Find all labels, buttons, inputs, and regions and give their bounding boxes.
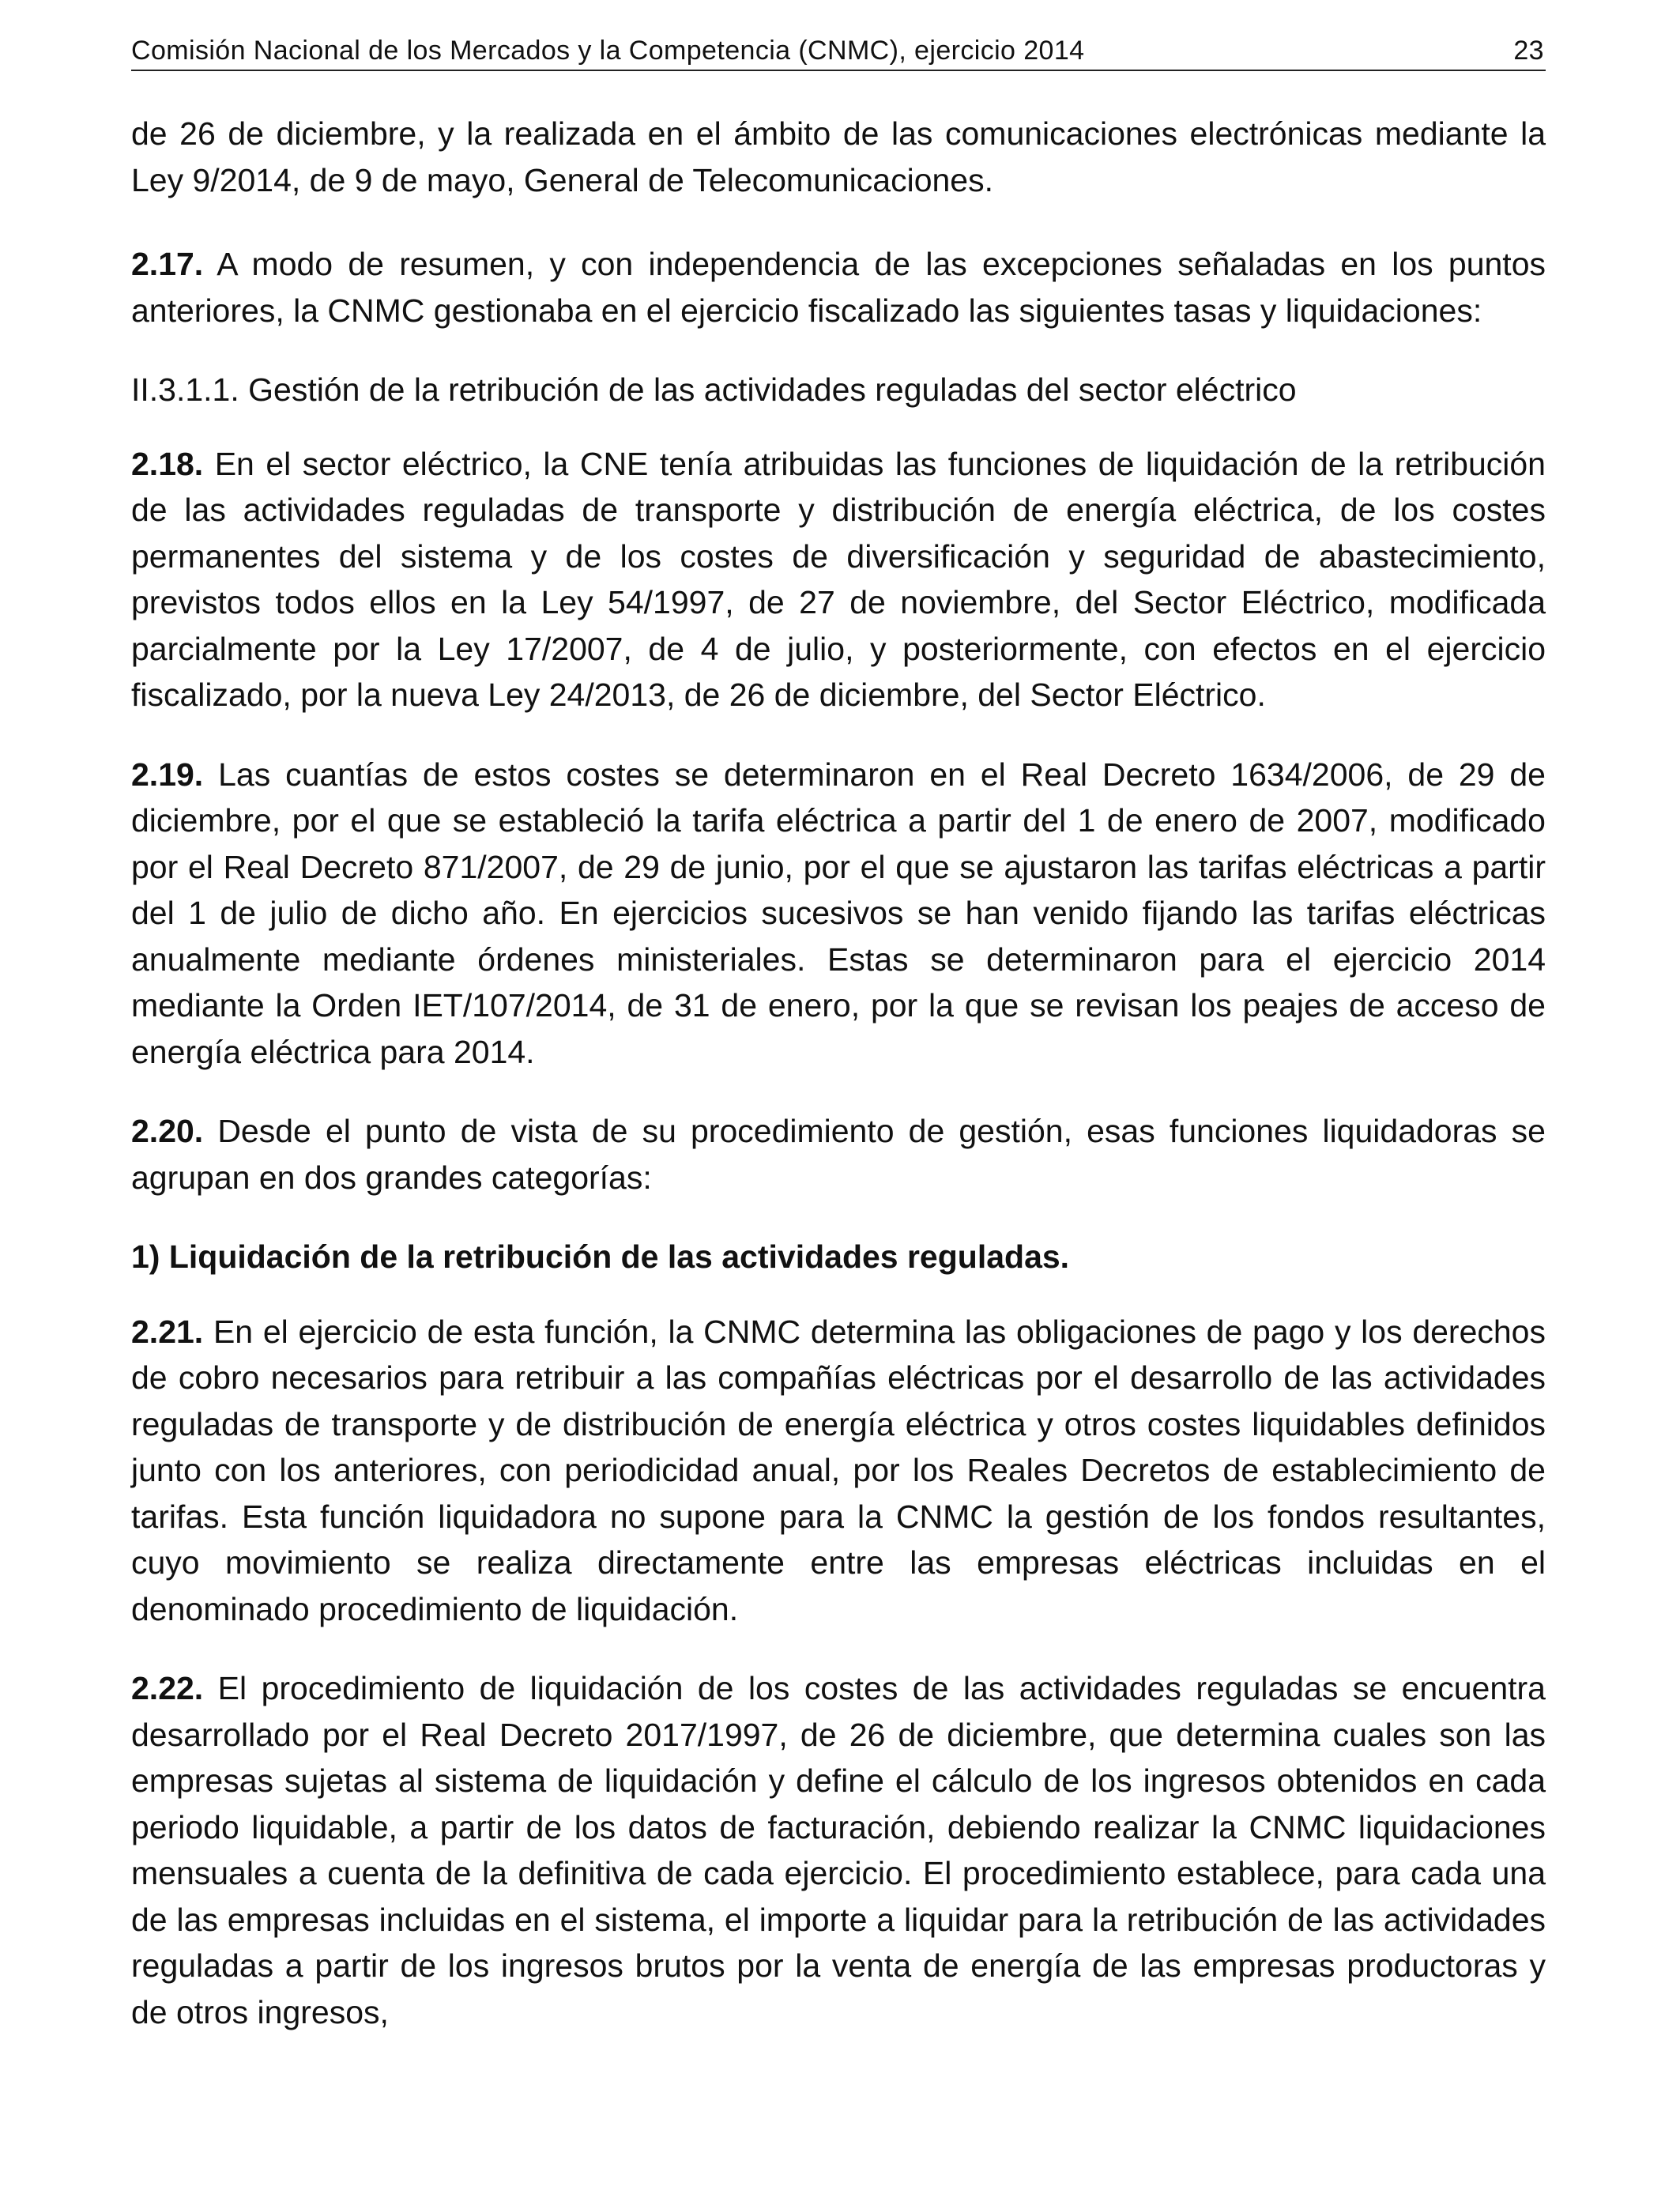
paragraph-text: de 26 de diciembre, y la realizada en el ámbito de las comunicaciones electrónicas mediante la Ley 9/2014, de 9 de mayo, General de Telecomunicaciones. [131,115,1546,198]
paragraph-number: 2.22. [131,1670,204,1706]
paragraph-2-22 [131,1665,1546,2035]
paragraph-2-20 [131,1108,1546,1201]
paragraph-number: 2.18. [131,445,204,482]
paragraph-2-19 [131,752,1546,1076]
paragraph-2-21 [131,1309,1546,1633]
paragraph-text: En el sector eléctrico, la CNE tenía atribuidas las funciones de liquidación de la retribución de las actividades reguladas de transporte y distribución de energía eléctrica, de los costes permanentes del sistema y de los costes de diversificación y seguridad de abastecimiento, previstos todos ellos en la Ley 54/1997, de 27 de noviembre, del Sector Eléctrico, modificada parcialmente por la Ley 17/2007, de 4 de julio, y posteriormente, con efectos en el ejercicio fiscalizado, por la nueva Ley 24/2013, de 26 de diciembre, del Sector Eléctrico. [131,445,1546,713]
section-subheading: II.3.1.1. Gestión de la retribución de las actividades reguladas del sector eléctrico [131,371,1297,408]
paragraph-2-18 [131,441,1546,718]
paragraph-text: En el ejercicio de esta función, la CNMC determina las obligaciones de pago y los derechos de cobro necesarios para retribuir a las compañías eléctricas por el desarrollo de las actividades reguladas de transporte y de distribución de energía eléctrica y otros costes liquidables definidos junto con los anteriores, con periodicidad anual, por los Reales Decretos de establecimiento de tarifas. Esta función liquidadora no supone para la CNMC la gestión de los fondos resultantes, cuyo movimiento se realiza directamente entre las empresas eléctricas incluidas en el denominado procedimiento de liquidación. [131,1313,1546,1627]
paragraph-number: 2.21. [131,1313,204,1350]
list-heading: 1) Liquidación de la retribución de las actividades reguladas. [131,1238,1070,1275]
page-number: 23 [1513,36,1544,66]
paragraph-text: Desde el punto de vista de su procedimiento de gestión, esas funciones liquidadoras se agrupan en dos grandes categorías: [131,1113,1546,1196]
header-title: Comisión Nacional de los Mercados y la Competencia (CNMC), ejercicio 2014 [131,36,1085,66]
paragraph-2-17 [131,241,1546,334]
paragraph-number: 2.17. [131,246,204,282]
paragraph-text: El procedimiento de liquidación de los costes de las actividades reguladas se encuentra desarrollado por el Real Decreto 2017/1997, de 26 de diciembre, que determina cuales son las empresas sujetas al sistema de liquidación y define el cálculo de los ingresos obtenidos en cada periodo liquidable, a partir de los datos de facturación, debiendo realizar la CNMC liquidaciones mensuales a cuenta de la definitiva de cada ejercicio. El procedimiento establece, para cada una de las empresas incluidas en el sistema, el importe a liquidar para la retribución de las actividades reguladas a partir de los ingresos brutos por la venta de energía de las empresas productoras y de otros ingresos, [131,1670,1546,2030]
paragraph-text: Las cuantías de estos costes se determinaron en el Real Decreto 1634/2006, de 29 de diciembre, por el que se estableció la tarifa eléctrica a partir del 1 de enero de 2007, modificado por el Real Decreto 871/2007, de 29 de junio, por el que se ajustaron las tarifas eléctricas a partir del 1 de julio de dicho año. En ejercicios sucesivos se han venido fijando las tarifas eléctricas anualmente mediante órdenes ministeriales. Estas se determinaron para el ejercicio 2014 mediante la Orden IET/107/2014, de 31 de enero, por la que se revisan los peajes de acceso de energía eléctrica para 2014. [131,756,1546,1070]
paragraph-number: 2.19. [131,756,204,793]
paragraph-number: 2.20. [131,1113,204,1149]
paragraph-intro [131,111,1546,203]
page-body [131,111,1546,2035]
page-header [131,32,1546,71]
paragraph-text: A modo de resumen, y con independencia de las excepciones señaladas en los puntos anteriores, la CNMC gestionaba en el ejercicio fiscalizado las siguientes tasas y liquidaciones: [131,246,1546,329]
